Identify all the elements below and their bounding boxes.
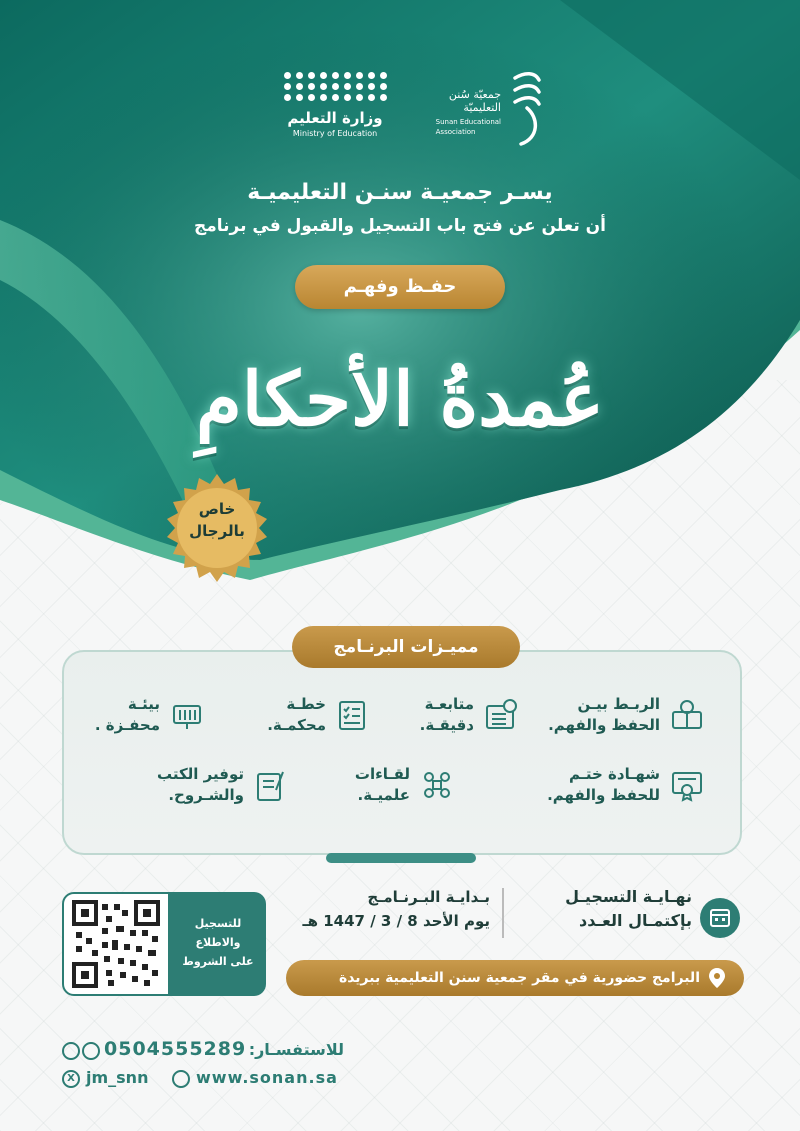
program-start-label: بـدايـة البـرنـامـج [367, 888, 490, 906]
inquiry-label: للاستفسـار: [248, 1040, 344, 1059]
feature-item [420, 694, 518, 736]
headline-primary: يسـر جمعيـة سنـن التعليميـة [247, 180, 553, 205]
program-start-value: يوم الأحد 8 / 3 / 1447 هـ [302, 912, 490, 930]
classroom-icon [170, 698, 204, 732]
registration-end [518, 885, 692, 933]
program-start [280, 885, 490, 933]
feature-text: خطـة محكمـة. [267, 695, 326, 734]
ministry-emblem-icon [270, 72, 400, 101]
association-name-ar-2: التعليميّة [463, 101, 501, 114]
qr-code-icon[interactable] [72, 900, 160, 988]
feature-item [547, 764, 704, 806]
association-name-ar-1: جمعيّة سُنن [448, 88, 501, 101]
calendar-icon [700, 898, 740, 938]
feature-text: متابعـة دقيقـة. [419, 695, 474, 734]
feature-text: لقـاءات علميـة. [354, 765, 410, 804]
registration-end-label: نهـايـة التسجيـل [565, 887, 692, 906]
feature-item [548, 694, 704, 736]
program-tag-pill: حفـظ وفهـم [295, 265, 505, 309]
whatsapp-icon[interactable] [62, 1042, 80, 1060]
association-logo [415, 68, 545, 158]
register-cta[interactable]: للتسجيل والاطلاع على الشروط [170, 892, 266, 996]
meeting-icon [420, 768, 454, 802]
feature-text: الربـط بيـن الحفظ والفهم. [548, 695, 660, 734]
phone-number[interactable]: 0504555289 [104, 1038, 247, 1060]
book-bulb-icon [670, 698, 704, 732]
features-panel [62, 650, 742, 855]
certificate-icon [670, 768, 704, 802]
association-name-en-2: Association [435, 128, 476, 136]
feature-item [267, 694, 370, 736]
feature-text: بيئـة محفـزة . [94, 695, 160, 734]
panel-accent-bar [326, 853, 476, 863]
globe-icon [172, 1070, 190, 1088]
feature-text: توفير الكتب والشـروح. [156, 765, 244, 804]
divider [502, 888, 504, 938]
feature-text: شهـادة ختـم للحفظ والفهم. [547, 765, 660, 804]
feature-item [95, 694, 204, 736]
tracking-list-icon [484, 698, 518, 732]
website-link[interactable]: www.sonan.sa [196, 1068, 338, 1087]
association-name-en-1: Sunan Educational [435, 118, 501, 126]
feature-item [157, 764, 288, 806]
ministry-name-ar: وزارة التعليم [287, 109, 383, 127]
x-social-icon[interactable]: X [62, 1070, 80, 1088]
ministry-name-en: Ministry of Education [292, 129, 378, 138]
program-title: عُمدةُ الأحكامِ [195, 357, 605, 443]
feature-item [355, 764, 454, 806]
association-emblem-icon [509, 68, 545, 150]
men-only-badge-text: خاص بالرجال [189, 500, 245, 540]
features-title: مميـزات البرنـامج [292, 626, 520, 668]
phone-icon[interactable] [82, 1042, 100, 1060]
location-pin-icon [708, 967, 726, 989]
ministry-logo [270, 72, 400, 152]
headline-secondary: أن تعلن عن فتح باب التسجيل والقبول في برنامج [194, 216, 606, 236]
social-handle[interactable]: jm_snn [86, 1068, 149, 1087]
books-icon [254, 768, 288, 802]
registration-end-value: بإكتمـال العـدد [579, 911, 692, 930]
location-bar: البرامج حضورية في مقر جمعية سنن التعليمية ببريدة [286, 960, 744, 996]
checklist-plan-icon [336, 698, 370, 732]
